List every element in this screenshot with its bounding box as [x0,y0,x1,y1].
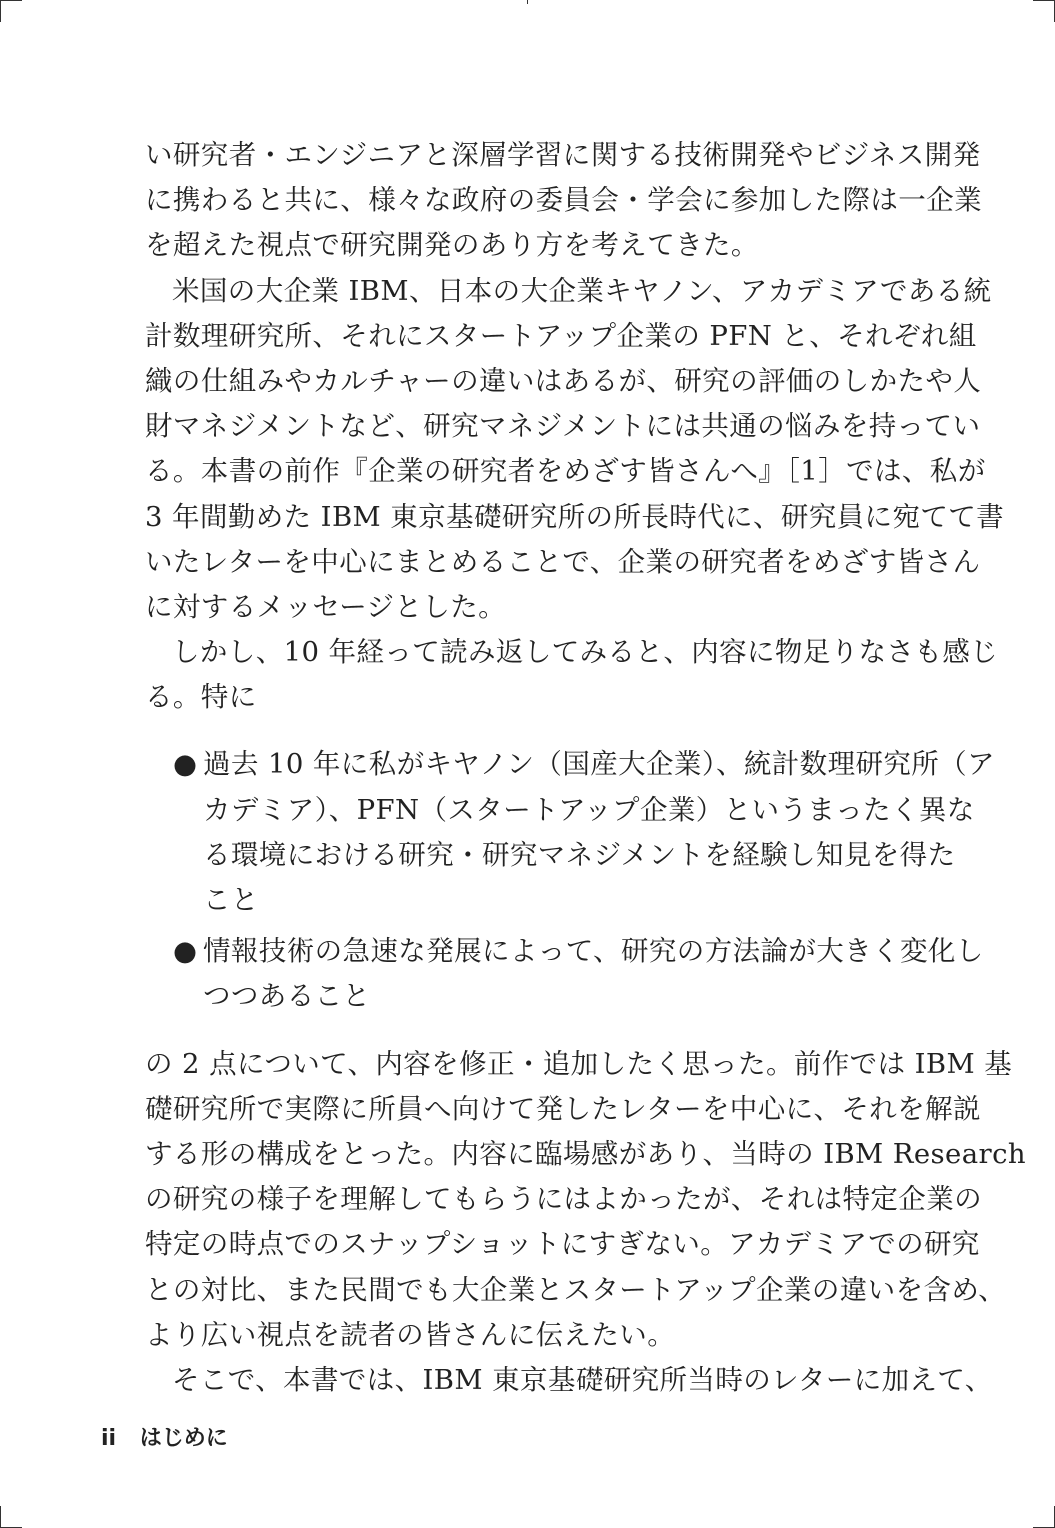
text-line: の研究の様子を理解してもらうにはよかったが、それは特定企業の [145,1183,982,1216]
text-line: いたレターを中心にまとめることで、企業の研究者をめざす皆さん [145,545,981,578]
text-line: い研究者・エンジニアと深層学習に関する技術開発やビジネス開発 [145,139,981,171]
text-line: に携わると共に、様々な政府の委員会・学会に参加した際は一企業 [145,184,982,217]
bullet-item [145,742,995,923]
page-body [145,133,1026,1403]
text-line: の 2 点について、内容を修正・追加したく思った。前作では IBM 基 [145,1047,1013,1080]
bullet-marker: ● [173,748,198,781]
text-line: 財マネジメントなど、研究マネジメントには共通の悩みを持ってい [145,410,981,443]
text-line: を超えた視点で研究開発のあり方を考えてきた。 [145,229,759,262]
crop-mark-top-left-h [0,0,22,1]
text-line [145,929,984,974]
spacer [145,720,913,742]
text-line: より広い視点を読者の皆さんに伝えたい。 [145,1318,676,1351]
text-line: 3 年間勤めた IBM 東京基礎研究所の所長時代に、研究員に宛てて書 [145,500,1005,533]
bullet-text: 情報技術の急速な発展によって、研究の方法論が大きく変化し [203,935,984,968]
bullet-marker: ● [173,935,198,968]
text-line: カデミア）、PFN（スタートアップ企業）というまったく異な [203,793,975,826]
text-line: 計数理研究所、それにスタートアップ企業の PFN と、それぞれ組 [145,319,977,352]
crop-mark-bottom-left-v [0,1506,1,1528]
text-line: する形の構成をとった。内容に臨場感があり、当時の IBM Research [145,1137,1026,1170]
crop-mark-top-center [527,0,528,4]
text-line: る。本書の前作『企業の研究者をめざす皆さんへ』［1］では、私が [145,455,986,488]
crop-mark-top-left-v [0,0,1,22]
paragraph-reflection [145,630,999,720]
text-line [145,742,995,787]
text-line: 特定の時点でのスナップショットにすぎない。アカデミアでの研究 [145,1228,980,1261]
text-line: 礎研究所で実際に所員へ向けて発したレターを中心に、それを解説 [145,1092,981,1125]
paragraph-continued [145,133,982,269]
running-section-title: はじめに [139,1426,228,1451]
page-number: ii [101,1426,117,1451]
bullet-item [145,929,984,1019]
paragraph-conclusion [145,1358,993,1403]
text-line: に対するメッセージとした。 [145,590,507,623]
text-line: そこで、本書では、IBM 東京基礎研究所当時のレターに加えて、 [172,1363,993,1396]
text-line: こと [203,884,259,916]
text-line: る環境における研究・研究マネジメントを経験し知見を得た [203,838,956,871]
spacer [145,1020,913,1042]
text-line: つつあること [203,980,371,1013]
paragraph-organizations [145,269,1005,631]
paragraph-revision [145,1042,1026,1358]
text-line: 米国の大企業 IBM、日本の大企業キヤノン、アカデミアである統 [172,274,992,307]
page-footer [101,1421,228,1452]
text-line: 織の仕組みやカルチャーの違いはあるが、研究の評価のしかたや人 [145,364,982,397]
text-line: との対比、また民間でも大企業とスタートアップ企業の違いを含め、 [145,1273,1007,1306]
bullet-list [145,742,995,1019]
bullet-text: 過去 10 年に私がキヤノン（国産大企業）、統計数理研究所（ア [203,748,995,781]
text-line: る。特に [145,681,257,714]
text-line: しかし、10 年経って読み返してみると、内容に物足りなさも感じ [172,636,999,669]
crop-mark-top-right-h [1033,0,1055,1]
